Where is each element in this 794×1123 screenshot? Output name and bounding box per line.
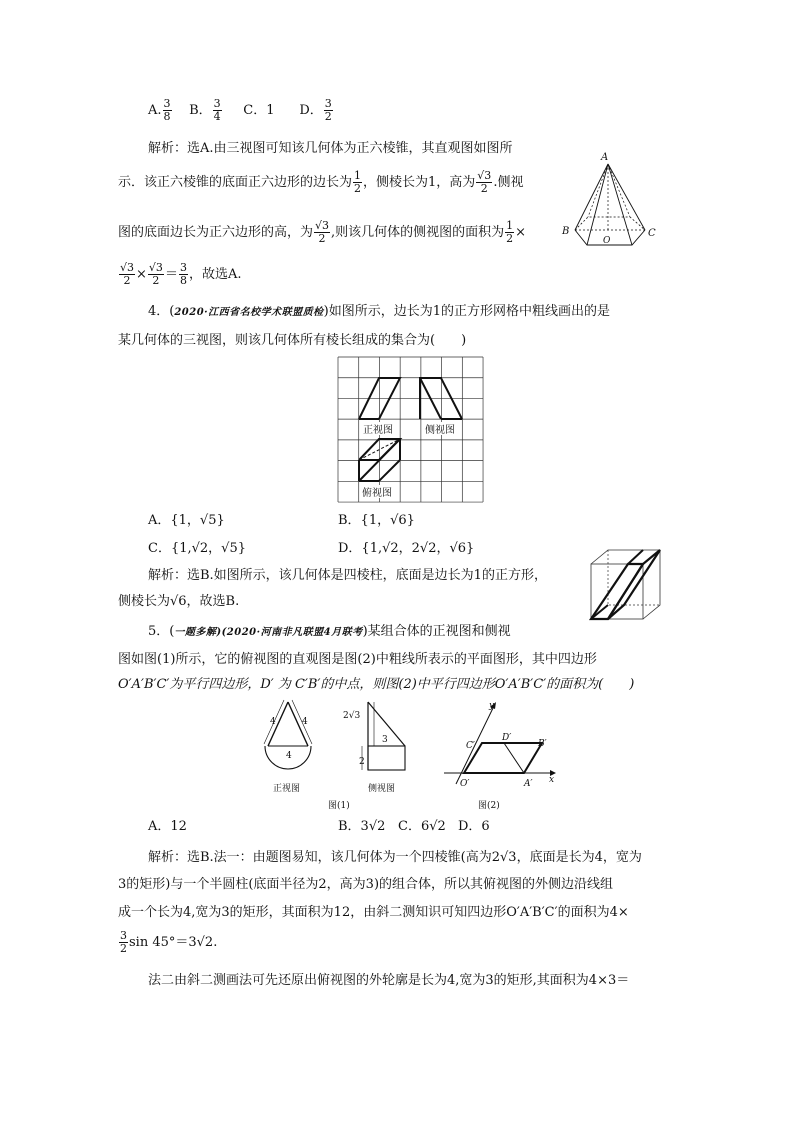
figure-1-caption: 图(1) [328, 801, 350, 811]
axis-y-label: y [489, 701, 495, 711]
q4-source: 2020·江西省名校学术联盟质检 [174, 307, 324, 318]
pyramid-label-a: A [601, 152, 609, 163]
q5-solution-line4: $\frac{3}{2}$ sin 45°＝3√2. [120, 929, 218, 955]
q5-stem-line3: O′A′B′C′为平行四边形，D′ 为 C′B′的中点，则图(2)中平行四边形O′A′B′C′的面积为( ) [118, 677, 635, 692]
q5-solution-line1: 解析：选B.法一：由题图易知，该几何体为一个四棱锥(高为2√3，底面是长为4，宽为 [148, 850, 642, 865]
q5-stem-line2: 图如图(1)所示，它的俯视图的直观图是图(2)中粗线所表示的平面图形，其中四边形 [118, 652, 597, 667]
point-d-label: D′ [502, 733, 512, 743]
figure-1-front-side-views [258, 700, 428, 812]
point-o-label: O′ [460, 779, 470, 789]
q5-option-d: D．6 [458, 819, 490, 834]
q5-solution-line3: 成一个长为4,宽为3的矩形，其面积为12，由斜二测知识可知四边形O′A′B′C′的面积为4× [118, 905, 629, 920]
q4-option-b: B．{1，√6} [338, 513, 415, 528]
q4-solution-line2: 侧棱长为√6，故选B. [118, 594, 240, 609]
front-view-label: 正视图 [363, 425, 393, 436]
q3-solution-line2: 示．该正六棱锥的底面正六边形的边长为 $\frac{1}{2}$ ，侧棱长为1，高为 $\frac{√3}{2}$ .侧视 [118, 169, 524, 195]
option-b-fraction: $\frac{3}{4}$ [213, 97, 221, 123]
q5-option-c: C．6√2 [398, 819, 446, 834]
q4-option-a: A．{1，√5} [148, 513, 225, 528]
option-d-fraction: $\frac{3}{2}$ [324, 97, 332, 123]
q5-stem-line1: 5．(一题多解)(2020·河南非凡联盟4月联考)某组合体的正视图和侧视 [148, 624, 511, 639]
hexagonal-pyramid-figure [560, 150, 670, 260]
q4-option-d: D．{1,√2，2√2，√6} [338, 541, 475, 556]
q5-option-b: B．3√2 [338, 819, 386, 834]
q4-stem-line1: 4．(2020·江西省名校学术联盟质检)如图所示，边长为1的正方形网格中粗线画出的是 [148, 304, 611, 319]
front-length-right: 4 [302, 717, 308, 727]
figure-2-oblique-drawing [444, 700, 562, 812]
pyramid-label-o: O [603, 236, 611, 246]
point-a-label: A′ [524, 779, 533, 789]
q4-option-c: C．{1,√2，√5} [148, 541, 247, 556]
q3-options: A. $\frac{3}{8}$ B． $\frac{3}{4}$ C．1 D． $\frac{3}{2}$ [148, 97, 332, 123]
top-view-label: 俯视图 [362, 488, 392, 499]
q3-solution-line4: $\frac{√3}{2}$ × $\frac{√3}{2}$ ＝ $\frac{3}{8}$ ，故选A. [120, 261, 242, 287]
q5-solution-line5: 法二由斜二测画法可先还原出俯视图的外轮廓是长为4,宽为3的矩形,其面积为4×3＝ [148, 973, 630, 988]
q4-solution-line1: 解析：选B.如图所示，该几何体是四棱柱，底面是边长为1的正方形， [148, 568, 547, 583]
front-length-left: 4 [270, 717, 276, 727]
prism-figure [588, 548, 668, 623]
side-view-caption: 侧视图 [368, 784, 396, 794]
side-height-top: 2√3 [343, 711, 361, 721]
q5-solution-line2: 3的矩形)与一个半圆柱(底面半径为2，高为3)的组合体，所以其俯视图的外侧边沿线组 [118, 877, 614, 892]
q3-solution-line3: 图的底面边长为正六边形的高，为 $\frac{√3}{2}$ ,则该几何体的侧视图的面积为 $\frac{1}{2}$ × [118, 219, 527, 245]
point-c-label: C′ [466, 741, 475, 751]
side-view-label: 侧视图 [425, 425, 455, 436]
point-b-label: B′ [538, 739, 547, 749]
q3-solution-line1: 解析：选A.由三视图可知该几何体为正六棱锥，其直观图如图所 [148, 141, 513, 156]
pyramid-label-c: C [648, 228, 656, 239]
q4-stem-line2: 某几何体的三视图，则该几何体所有棱长组成的集合为( ) [118, 333, 467, 348]
figure-2-caption: 图(2) [478, 801, 500, 811]
side-height-mid: 3 [382, 735, 388, 745]
side-height-low: 2 [359, 757, 365, 767]
axis-x-label: x [549, 775, 555, 785]
front-length-base: 4 [286, 751, 292, 761]
front-view-caption: 正视图 [273, 784, 301, 794]
three-view-grid-figure [338, 357, 486, 505]
pyramid-label-b: B [562, 226, 570, 237]
q5-option-a: A．12 [148, 819, 187, 834]
q5-source: 一题多解)(2020·河南非凡联盟4月联考 [174, 627, 363, 638]
option-a-fraction: $\frac{3}{8}$ [163, 97, 171, 123]
